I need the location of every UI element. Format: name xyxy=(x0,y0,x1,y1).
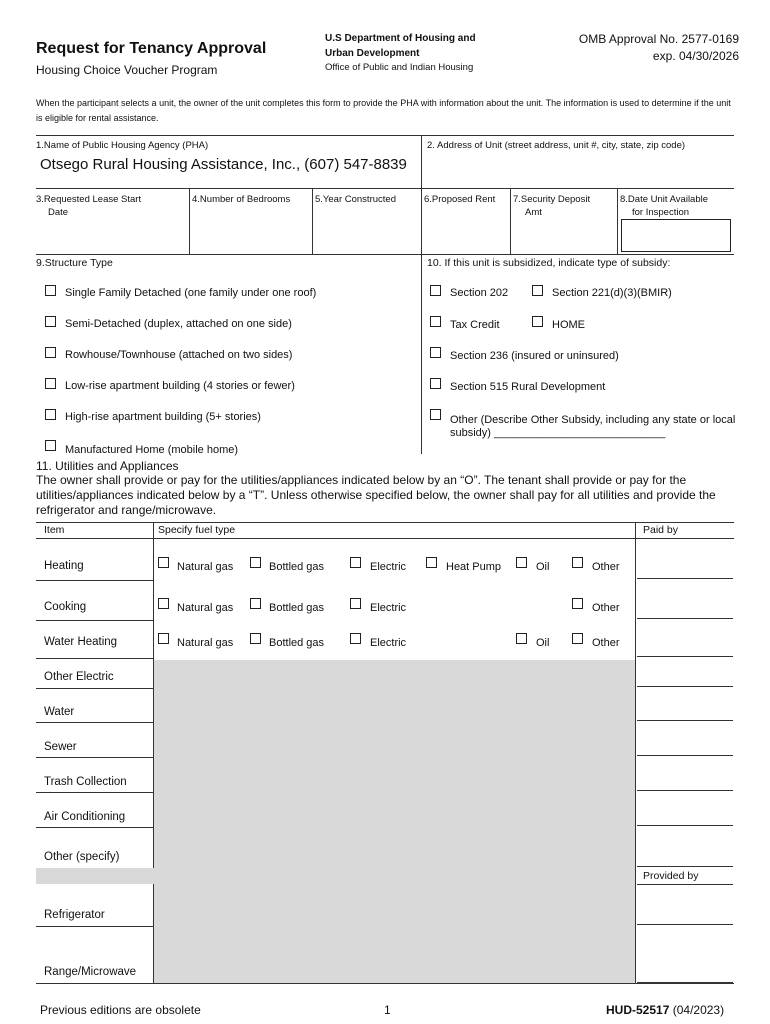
lease-start-label-line-2: Date xyxy=(48,207,69,218)
omb-number: OMB Approval No. 2577-0169 xyxy=(578,32,739,46)
subsidy-section-236-checkbox[interactable] xyxy=(430,347,441,358)
unit-address-field[interactable] xyxy=(427,153,732,187)
structure-rowhouse-checkbox[interactable] xyxy=(45,347,56,358)
structure-low-rise-checkbox[interactable] xyxy=(45,378,56,389)
department-name xyxy=(325,31,505,61)
structure-single-family-label: Single Family Detached (one family under one roof) xyxy=(65,287,317,299)
subsidy-section-515-label: Section 515 Rural Development xyxy=(450,381,606,393)
trash-paid-by-field[interactable] xyxy=(637,759,733,791)
heating-natural-gas-checkbox[interactable] xyxy=(158,557,169,568)
subsidy-other-checkbox[interactable] xyxy=(430,409,441,420)
cooking-electric-label: Electric xyxy=(370,602,407,614)
subsidy-other-label: Other (Describe Other Subsidy, including any state or local subsidy) ____________________________ xyxy=(450,414,736,439)
row-other-specify-label: Other (specify) xyxy=(44,851,120,863)
heating-natural-gas-label: Natural gas xyxy=(177,561,234,573)
cooking-bottled-gas-checkbox[interactable] xyxy=(250,598,261,609)
department-line-1: U.S Department of Housing and xyxy=(325,33,476,44)
subsidy-type-label: 10. If this unit is subsidized, indicate type of subsidy: xyxy=(427,257,671,269)
pha-label: 1.Name of Public Housing Agency (PHA) xyxy=(36,140,209,151)
structure-rowhouse-label: Rowhouse/Townhouse (attached on two sides) xyxy=(65,349,293,361)
year-constructed-label: 5.Year Constructed xyxy=(315,194,396,205)
structure-type-label: 9.Structure Type xyxy=(36,257,113,269)
structure-low-rise-label: Low-rise apartment building (4 stories or fewer) xyxy=(65,380,295,392)
subsidy-tax-credit-label: Tax Credit xyxy=(450,319,500,331)
year-constructed-field[interactable] xyxy=(315,208,419,252)
utilities-heading: 11. Utilities and Appliances xyxy=(36,459,179,473)
column-fuel-type: Specify fuel type xyxy=(158,524,236,536)
structure-manufactured-checkbox[interactable] xyxy=(45,440,56,451)
water-heating-electric-checkbox[interactable] xyxy=(350,633,361,644)
water-heating-natural-gas-checkbox[interactable] xyxy=(158,633,169,644)
form-title: Request for Tenancy Approval xyxy=(36,40,267,57)
structure-semi-detached-checkbox[interactable] xyxy=(45,316,56,327)
row-range-microwave-label: Range/Microwave xyxy=(44,966,137,978)
bedrooms-label: 4.Number of Bedrooms xyxy=(192,194,291,205)
subsidy-home-label: HOME xyxy=(552,319,585,331)
refrigerator-provided-by-field[interactable] xyxy=(637,886,733,925)
date-available-label xyxy=(620,193,708,219)
heating-other-checkbox[interactable] xyxy=(572,557,583,568)
water-heating-electric-label: Electric xyxy=(370,637,407,649)
subsidy-section-221-label: Section 221(d)(3)(BMIR) xyxy=(552,287,672,299)
heating-electric-label: Electric xyxy=(370,561,407,573)
footer-form-number: HUD-52517 xyxy=(606,1003,670,1017)
column-provided-by: Provided by xyxy=(643,870,699,882)
cooking-other-label: Other xyxy=(592,602,620,614)
subsidy-section-515-checkbox[interactable] xyxy=(430,378,441,389)
footer-form-date: (04/2023) xyxy=(672,1003,725,1017)
heating-other-label: Other xyxy=(592,561,620,573)
row-sewer-label: Sewer xyxy=(44,741,77,753)
structure-high-rise-label: High-rise apartment building (5+ stories) xyxy=(65,411,261,423)
other-electric-paid-by-field[interactable] xyxy=(637,660,733,687)
column-item: Item xyxy=(44,524,65,536)
omb-expiration: exp. 04/30/2026 xyxy=(652,49,739,63)
air-conditioning-paid-by-field[interactable] xyxy=(637,794,733,826)
lease-start-field[interactable] xyxy=(38,220,186,252)
form-subtitle: Housing Choice Voucher Program xyxy=(36,63,218,77)
subsidy-section-202-label: Section 202 xyxy=(450,287,509,299)
row-water-label: Water xyxy=(44,706,75,718)
intro-text: When the participant selects a unit, the owner of the unit completes this form to provide the PHA with information about the unit. The information is used to determine if the unit is eligible for rental assistance. xyxy=(36,98,731,123)
structure-semi-detached-label: Semi-Detached (duplex, attached on one side) xyxy=(65,318,292,330)
water-heating-oil-label: Oil xyxy=(536,637,550,649)
pha-name-field[interactable]: Otsego Rural Housing Assistance, Inc., (607) 547-8839 xyxy=(40,156,407,173)
water-heating-oil-checkbox[interactable] xyxy=(516,633,527,644)
footer-obsolete-note: Previous editions are obsolete xyxy=(40,1003,201,1017)
office-name: Office of Public and Indian Housing xyxy=(325,62,474,73)
date-available-field[interactable] xyxy=(621,219,731,252)
date-available-label-line-2: for Inspection xyxy=(632,207,690,218)
footer-page-number: 1 xyxy=(384,1003,391,1017)
subsidy-tax-credit-checkbox[interactable] xyxy=(430,316,441,327)
subsidy-section-202-checkbox[interactable] xyxy=(430,285,441,296)
cooking-other-checkbox[interactable] xyxy=(572,598,583,609)
water-paid-by-field[interactable] xyxy=(637,690,733,721)
row-heating-label: Heating xyxy=(44,560,84,572)
row-refrigerator-label: Refrigerator xyxy=(44,909,105,921)
security-deposit-field[interactable] xyxy=(513,220,615,252)
column-paid-by: Paid by xyxy=(643,524,679,536)
security-deposit-label-line-1: 7.Security Deposit xyxy=(513,194,591,205)
date-available-label-line-1: 8.Date Unit Available xyxy=(620,194,709,205)
footer-form-id xyxy=(606,1003,724,1017)
water-heating-bottled-gas-checkbox[interactable] xyxy=(250,633,261,644)
row-water-heating-label: Water Heating xyxy=(44,636,118,648)
sewer-paid-by-field[interactable] xyxy=(637,724,733,756)
cooking-electric-checkbox[interactable] xyxy=(350,598,361,609)
omb-approval xyxy=(579,31,739,65)
bedrooms-field[interactable] xyxy=(192,208,310,252)
proposed-rent-label: 6.Proposed Rent xyxy=(424,194,496,205)
cooking-paid-by-field[interactable] xyxy=(637,582,733,619)
fuel-type-shaded-area xyxy=(154,660,635,983)
department-line-2: Urban Development xyxy=(325,48,420,59)
subsidy-section-236-label: Section 236 (insured or uninsured) xyxy=(450,350,619,362)
heating-paid-by-field[interactable] xyxy=(637,540,733,579)
lease-start-label-line-1: 3.Requested Lease Start xyxy=(36,194,142,205)
cooking-natural-gas-checkbox[interactable] xyxy=(158,598,169,609)
water-heating-other-checkbox[interactable] xyxy=(572,633,583,644)
row-air-conditioning-label: Air Conditioning xyxy=(44,811,126,823)
water-heating-paid-by-field[interactable] xyxy=(637,622,733,657)
utilities-intro: The owner shall provide or pay for the utilities/appliances indicated below by an “O”. The tenant shall provide or pay for the utilities/appliances indicated below by a “T”. Unless otherwise specified below, the owner shall pay for all utilities and provide the refrigerator and range/microwave. xyxy=(36,473,716,517)
row-trash-label: Trash Collection xyxy=(44,776,127,788)
row-other-electric-label: Other Electric xyxy=(44,671,114,683)
provided-by-divider xyxy=(36,868,634,884)
heating-bottled-gas-checkbox[interactable] xyxy=(250,557,261,568)
cooking-bottled-gas-label: Bottled gas xyxy=(269,602,325,614)
security-deposit-label xyxy=(513,193,590,219)
subsidy-home-checkbox[interactable] xyxy=(532,316,543,327)
cooking-natural-gas-label: Natural gas xyxy=(177,602,234,614)
range-provided-by-field[interactable] xyxy=(637,928,733,983)
heating-oil-label: Oil xyxy=(536,561,550,573)
security-deposit-label-line-2: Amt xyxy=(525,207,542,218)
heating-heat-pump-label: Heat Pump xyxy=(446,561,502,573)
proposed-rent-field[interactable] xyxy=(424,208,508,252)
structure-high-rise-checkbox[interactable] xyxy=(45,409,56,420)
unit-address-label: 2. Address of Unit (street address, unit #, city, state, zip code) xyxy=(427,140,686,151)
lease-start-label xyxy=(36,193,141,219)
row-cooking-label: Cooking xyxy=(44,601,87,613)
water-heating-natural-gas-label: Natural gas xyxy=(177,637,234,649)
subsidy-section-221-checkbox[interactable] xyxy=(532,285,543,296)
other-specify-paid-by-field[interactable] xyxy=(637,829,733,867)
heating-heat-pump-checkbox[interactable] xyxy=(426,557,437,568)
heating-oil-checkbox[interactable] xyxy=(516,557,527,568)
water-heating-bottled-gas-label: Bottled gas xyxy=(269,637,325,649)
structure-manufactured-label: Manufactured Home (mobile home) xyxy=(65,444,239,456)
heating-bottled-gas-label: Bottled gas xyxy=(269,561,325,573)
heating-electric-checkbox[interactable] xyxy=(350,557,361,568)
water-heating-other-label: Other xyxy=(592,637,620,649)
structure-single-family-checkbox[interactable] xyxy=(45,285,56,296)
